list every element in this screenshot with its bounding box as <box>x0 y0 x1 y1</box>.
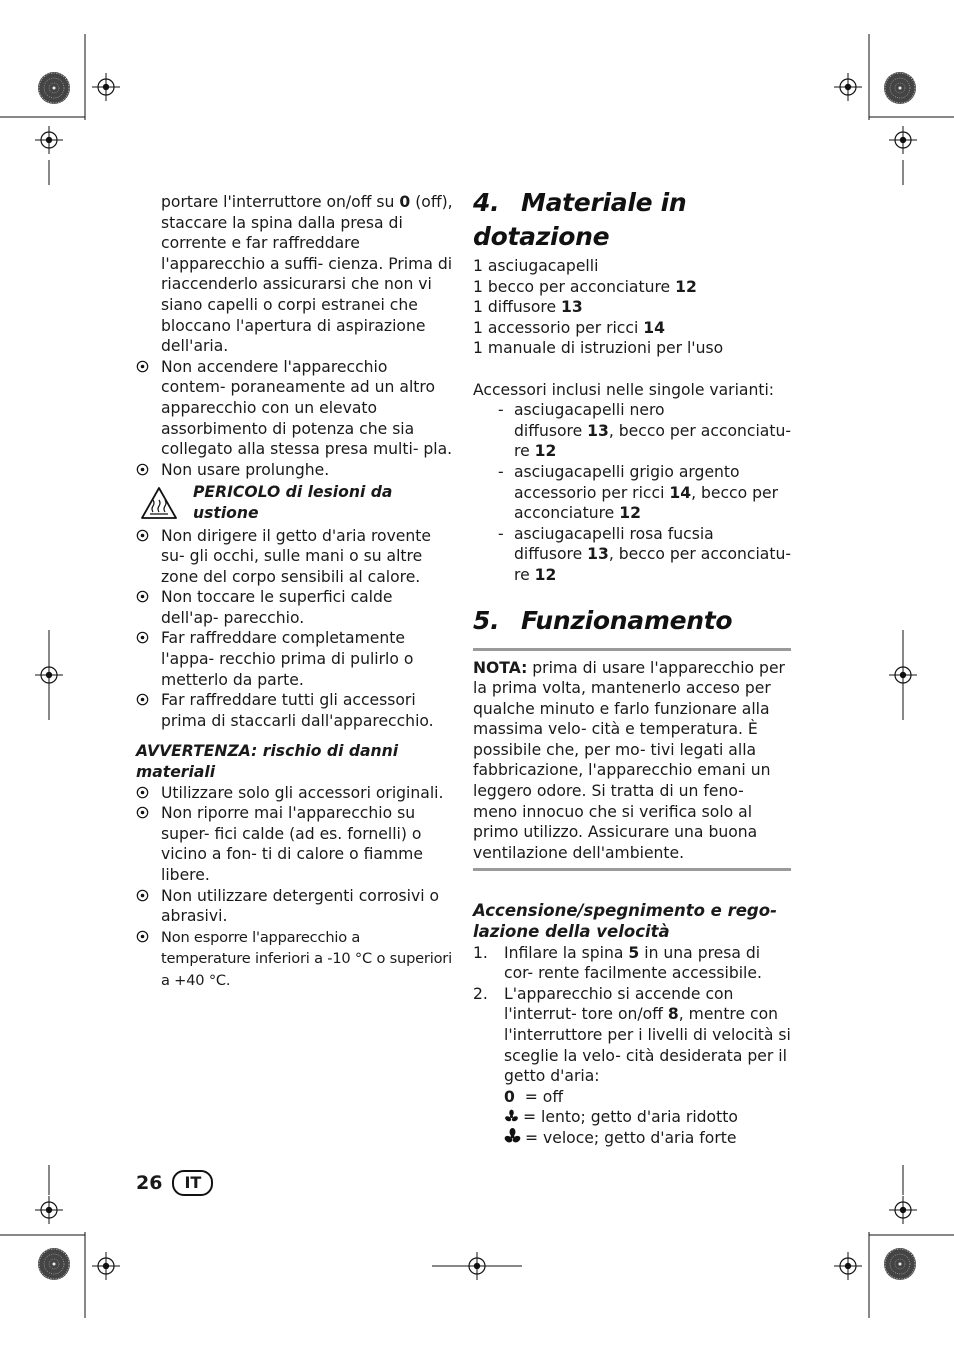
section-4-heading <box>473 186 791 254</box>
variant-accessories: re 12 <box>514 442 557 461</box>
speed-high-line <box>473 1128 791 1149</box>
step-number: 1. <box>473 943 488 962</box>
variant-accessories: acconciature 12 <box>514 504 641 523</box>
list-item <box>136 357 454 460</box>
speed-off-text: = off <box>524 1087 564 1106</box>
step-text: Infilare la spina 5 in una presa di cor- rente facilmente accessibile. <box>504 943 762 983</box>
list-item-text: Far raffreddare tutti gli accessori prima di staccarli dall'apparecchio. <box>161 691 434 730</box>
variant-name: asciugacapelli rosa fucsia <box>514 524 714 543</box>
list-item-text: Non toccare le superfici calde dell'ap- parecchio. <box>161 588 393 627</box>
speed-high-text: = veloce; getto d'aria forte <box>525 1128 737 1147</box>
list-item-text: Far raffreddare completamente l'appa- recchio prima di pulirlo o metterlo da parte. <box>161 629 414 689</box>
section-title: Materiale in dotazione <box>473 188 687 251</box>
list-item <box>136 587 454 628</box>
speed-low-line <box>473 1107 791 1128</box>
fan-large-icon <box>504 1128 521 1145</box>
left-column <box>136 192 454 992</box>
variants-list <box>473 400 791 585</box>
variants-intro: Accessori inclusi nelle singole varianti: <box>473 380 775 399</box>
variant-item: - asciugacapelli rosa fucsia diffusore 13, becco per acconciatu- re 12 <box>498 524 791 584</box>
step-text: L'apparecchio si accende con l'interrut- tore on/off 8, mentre con l'interruttore per i livelli di velocità si sceglie la velo- cità desiderata per il getto d'aria: <box>504 984 791 1086</box>
bullet-icon <box>136 889 149 902</box>
list-item: 1 accessorio per ricci 14 <box>473 318 665 337</box>
list-item-text: Non dirigere il getto d'aria rovente su- gli occhi, sulle mani o su altre zone del corpo sensibili al calore. <box>161 526 431 586</box>
heat-warning <box>136 482 454 523</box>
section-5-heading <box>473 604 791 638</box>
right-column <box>473 186 791 1149</box>
fan-small-icon <box>504 1109 519 1124</box>
hot-surface-warning-icon <box>140 486 178 520</box>
bullet-list-b <box>136 526 454 732</box>
language-badge: IT <box>172 1170 213 1196</box>
note-label: NOTA: <box>473 658 528 677</box>
note-text: prima di usare l'apparecchio per la prima volta, mantenerlo acceso per qualche minuto e farlo funzionare alla massima velo- cità e temperatura. È possibile che, per mo- tivi legati alla fabbricazione, l'apparecchio emani un leggero odore. Si tratta di un feno- meno innocuo che si verifica solo al primo utilizzo. Assicurare una buona ventilazione dell'ambiente. <box>473 658 785 862</box>
continuation-paragraph: portare l'interruttore on/off su 0 (off), staccare la spina dalla presa di corrente e far raffreddare l'apparecchio a suffi- cienza. Prima di riaccenderlo assicurarsi che non vi siano capelli o corpi estranei che bloccano l'apertura di aspirazione dell'aria. <box>161 193 453 356</box>
bullet-icon <box>136 693 149 706</box>
bullet-icon <box>136 463 149 476</box>
list-item <box>136 783 454 804</box>
list-item-text: Non riporre mai l'apparecchio su super- fici calde (ad es. fornelli) o vicino a fon- ti di calore o fiamme libere. <box>161 804 423 884</box>
variant-accessories: diffusore 13, becco per acconciatu- <box>514 421 791 440</box>
variant-name: asciugacapelli grigio argento <box>514 462 740 481</box>
variant-accessories: re 12 <box>514 565 557 584</box>
included-items-list <box>473 256 791 359</box>
step-item <box>473 984 791 1087</box>
bullet-icon <box>136 360 149 373</box>
list-item <box>136 526 454 588</box>
steps-list <box>473 943 791 1149</box>
caution-heading: AVVERTENZA: rischio di danni materiali <box>136 742 399 782</box>
section-number: 4. <box>473 188 500 217</box>
list-item <box>136 927 454 992</box>
variant-accessories: accessorio per ricci 14, becco per <box>514 483 779 502</box>
list-item: 1 asciugacapelli <box>473 257 599 275</box>
bullet-icon <box>136 930 149 943</box>
page-number: 26 <box>136 1172 163 1194</box>
bullet-icon <box>136 786 149 799</box>
bullet-icon <box>136 529 149 542</box>
subsection-heading: Accensione/spegnimento e rego- lazione della velocità <box>473 901 777 942</box>
list-item-text: Utilizzare solo gli accessori originali. <box>161 783 444 802</box>
variant-item: - asciugacapelli grigio argento accessorio per ricci 14, becco per acconciature 12 <box>473 462 791 524</box>
speed-off-symbol: 0 <box>504 1087 515 1106</box>
page-footer <box>136 1170 213 1196</box>
variant-accessories: diffusore 13, becco per acconciatu- <box>514 545 791 564</box>
list-item <box>136 886 454 927</box>
note-box <box>473 648 791 872</box>
list-item <box>136 628 454 690</box>
list-item-text: Non esporre l'apparecchio a temperature inferiori a -10 °C o superiori a +40 °C. <box>161 928 452 989</box>
list-item: 1 manuale di istruzioni per l'uso <box>473 339 724 358</box>
section-title: Funzionamento <box>521 605 733 635</box>
list-item <box>136 460 454 481</box>
section-number: 5. <box>473 605 500 635</box>
bullet-list-c <box>136 783 454 992</box>
bullet-icon <box>136 631 149 644</box>
step-item <box>473 943 791 984</box>
step-number: 2. <box>473 984 488 1003</box>
bullet-icon <box>136 590 149 603</box>
list-item-text: Non accendere l'apparecchio contem- poraneamente ad un altro apparecchio con un elevato assorbimento di potenza che sia collegato alla stessa presa multi- pla. <box>161 357 453 459</box>
speed-low-text: = lento; getto d'aria ridotto <box>523 1108 738 1127</box>
variant-item: - asciugacapelli nero diffusore 13, becco per acconciatu- re 12 <box>498 401 791 461</box>
list-item <box>136 690 454 731</box>
bullet-list-a <box>136 357 454 481</box>
list-item <box>136 803 454 885</box>
bullet-icon <box>136 806 149 819</box>
speed-off-line <box>473 1087 791 1108</box>
list-item-text: Non utilizzare detergenti corrosivi o abrasivi. <box>161 886 440 926</box>
warning-heading: PERICOLO di lesioni da ustione <box>193 483 393 522</box>
list-item: 1 diffusore 13 <box>473 298 583 317</box>
list-item: 1 becco per acconciature 12 <box>473 277 697 296</box>
list-item-text: Non usare prolunghe. <box>161 460 330 479</box>
variant-name: asciugacapelli nero <box>514 401 665 420</box>
